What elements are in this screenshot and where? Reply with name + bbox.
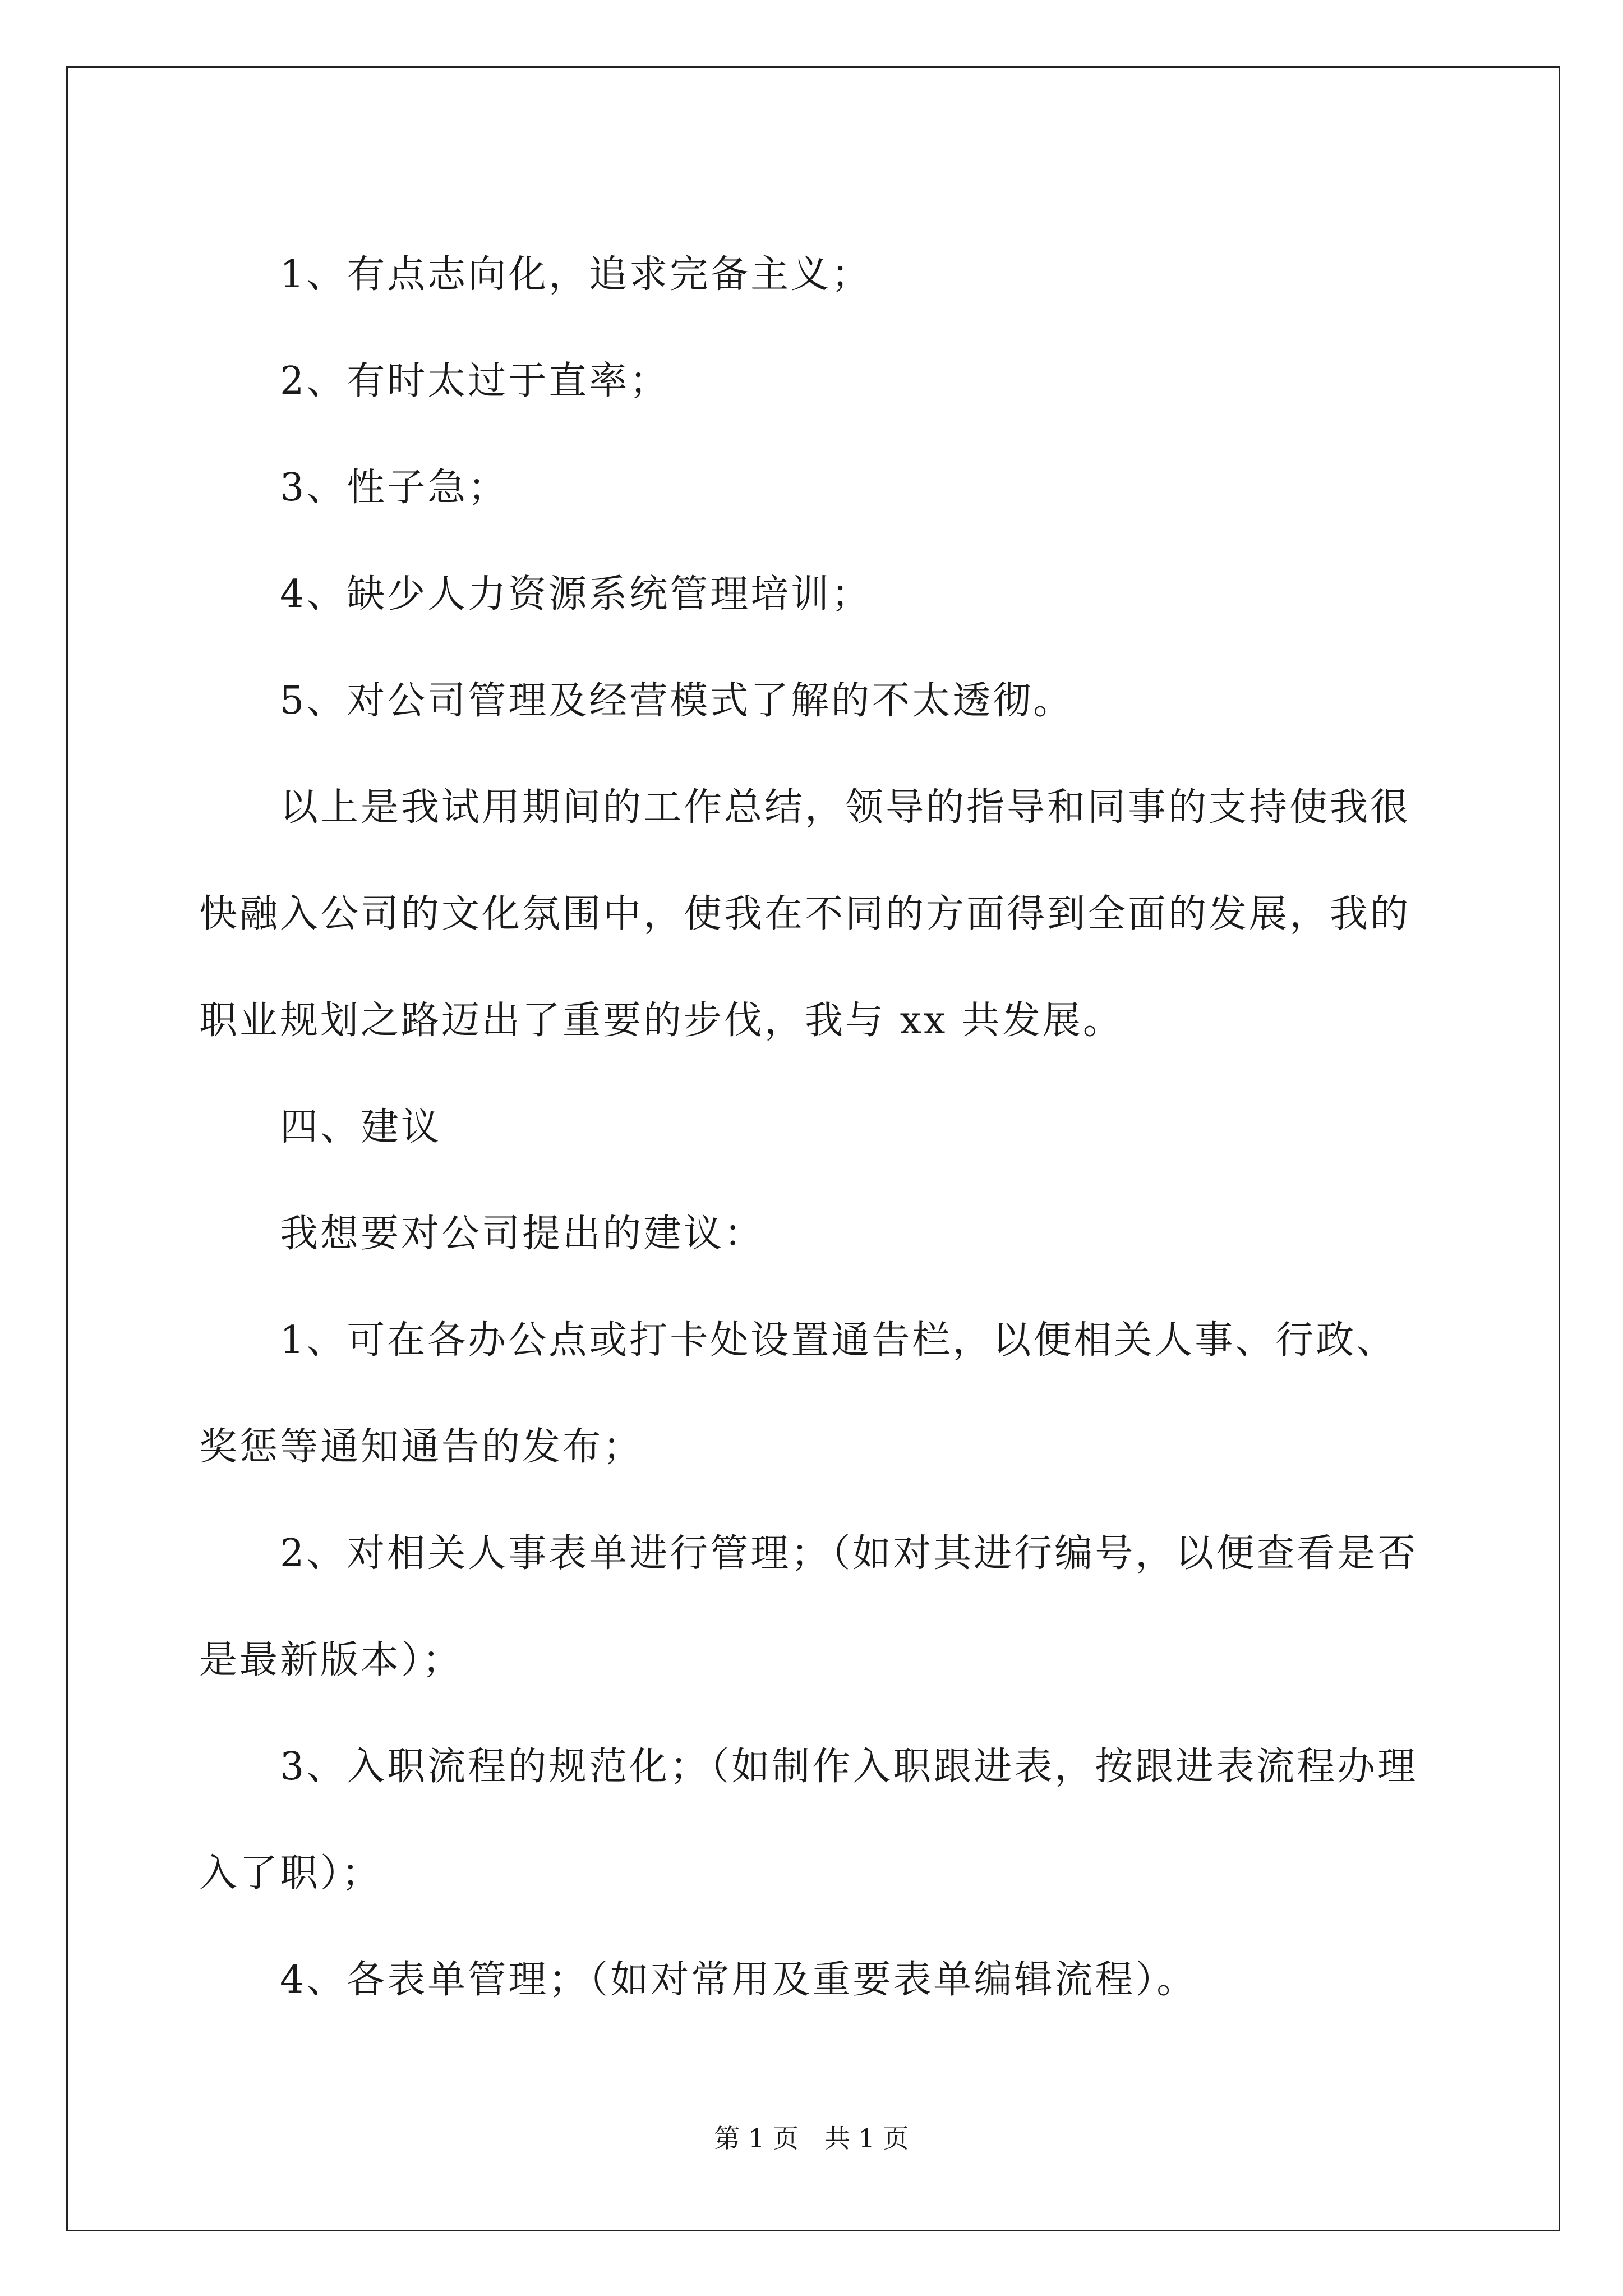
- page-footer: 第 1 页 共 1 页: [714, 2123, 909, 2154]
- suggestion-item-2: 2、对相关人事表单进行管理；（如对其进行编号，以便查看是否是最新版本）；: [199, 1531, 1418, 1682]
- document-body: [199, 222, 1430, 2033]
- weakness-item-4: 4、缺少人力资源系统管理培训；: [280, 572, 872, 616]
- summary-paragraph: 以上是我试用期间的工作总结，领导的指导和同事的支持使我很快融入公司的文化氛围中，使我在不同的方面得到全面的发展，我的职业规划之路迈出了重要的步伐，我与 xx 共发展。: [199, 785, 1411, 1043]
- weakness-item-2: 2、有时太过于直率；: [280, 359, 670, 403]
- suggestions-intro: 我想要对公司提出的建议：: [280, 1212, 765, 1256]
- weakness-item-5: 5、对公司管理及经营模式了解的不太透彻。: [280, 679, 1074, 723]
- weakness-item-1: 1、有点志向化，追求完备主义；: [280, 252, 872, 297]
- weakness-item-3: 3、性子急；: [280, 466, 509, 510]
- section-heading-suggestions: 四、建议: [280, 1105, 442, 1149]
- suggestion-item-1: 1、可在各办公点或打卡处设置通告栏，以便相关人事、行政、奖惩等通知通告的发布；: [199, 1318, 1397, 1469]
- suggestion-item-3: 3、入职流程的规范化；（如制作入职跟进表，按跟进表流程办理入了职）；: [199, 1745, 1418, 1895]
- suggestion-item-4: 4、各表单管理；（如对常用及重要表单编辑流程）。: [280, 1958, 1197, 2002]
